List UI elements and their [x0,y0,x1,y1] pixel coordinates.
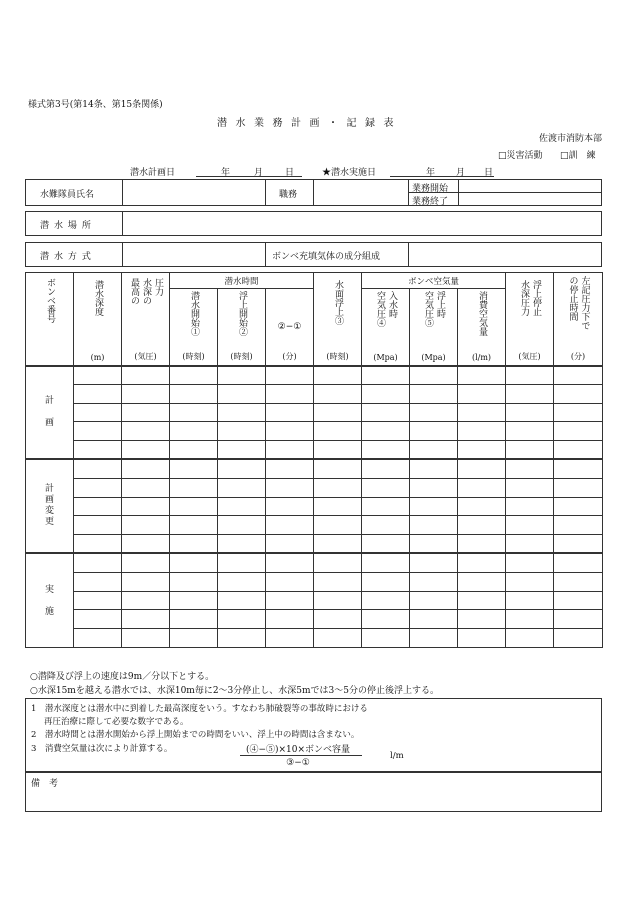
formula-numerator: (④−⑤)×10×ボンベ容量 [245,745,351,755]
table-row [26,403,603,422]
header-stop-depth: 水深圧力 浮上停止 (気圧) [506,273,554,366]
plan-year: 年 [221,168,231,178]
dive-place-field[interactable] [123,212,601,235]
table-row [26,422,603,441]
table-row [26,478,603,497]
job-title-label: 職務 [279,190,298,200]
remark-item-3: 3 消費空気量は次により計算する。 [31,744,173,754]
table-row [26,441,603,460]
plan-day: 日 [285,168,295,178]
impl-date-label: ★潜水実施日 [322,168,377,178]
header-entry-pressure: 空気圧④ 入水時 (Mpa) [362,289,410,366]
formula-unit: l/m [390,751,404,761]
impl-day: 日 [484,168,494,178]
formula-denominator: ③−① [286,758,310,768]
header-dive-time: 潜水時間 [170,273,314,289]
checkbox-disaster[interactable]: □災害活動 [498,151,543,161]
header-diff: ②−① (分) [266,289,314,366]
section-plan-change-label: 計 画 変 更 [26,459,74,553]
header-ascent-start: 浮上開始② (時刻) [218,289,266,366]
header-consumed: 消費空気量 (l/m) [458,289,506,366]
table-row [26,497,603,516]
diver-name-field[interactable] [122,180,264,205]
department: 佐渡市消防本部 [538,134,602,144]
remark-item-1: 1 潜水深度とは潜水中に到着した最高深度をいう。すなわち肺破裂等の事故時における [31,704,368,714]
remark-item-2: 2 潜水時間とは潜水開始から浮上開始までの時間をいい、浮上中の時間は含まない。 [31,730,360,740]
table-row [26,535,603,554]
gas-composition-label: ボンベ充填気体の成分組成 [272,252,381,262]
impl-month: 月 [456,168,466,178]
table-row [26,629,603,648]
dive-place-label: 潜水場所 [40,221,96,231]
biko-label: 備 考 [31,779,59,789]
header-depth: 潜水深度 (m) [74,273,122,366]
table-row [26,591,603,610]
header-cylinder-air: ボンベ空気量 [362,273,506,289]
work-start-label: 業務開始 [412,184,449,194]
header-cylinder-no: ボンベ番号 [26,273,74,366]
remark-item-1-cont: 再圧治療に際して必要な数字である。 [44,717,189,727]
form-number: 様式第3号(第14条、第15条関係) [28,100,163,110]
note-depth-stop: ○水深15mを越える潜水では、水深10m毎に2〜3分停止し、水深5mでは3〜5分の停止後浮上する。 [30,686,439,696]
table-row [26,384,603,403]
section-implementation-label: 実 施 [26,553,74,647]
dive-record-table [25,272,603,648]
page-title: 潜水業務計画・記録表 [217,118,402,129]
gas-composition-field[interactable] [409,243,601,266]
work-start-field[interactable] [459,180,601,192]
impl-year: 年 [426,168,436,178]
header-max-pressure: 最高の 水深の 圧力 (気圧) [122,273,170,366]
section-plan-label: 計 画 [26,366,74,460]
table-row [26,516,603,535]
job-title-field[interactable] [314,180,407,205]
biko-field[interactable] [26,789,601,811]
plan-month: 月 [254,168,264,178]
dive-method-label: 潜水方式 [40,252,96,262]
work-end-field[interactable] [459,193,601,205]
header-ascent-pressure: 空気圧⑤ 浮上時 (Mpa) [410,289,458,366]
header-stop-time: の停止時間 左記圧力下で (分) [554,273,603,366]
header-surface: 水面浮上③ (時刻) [314,273,362,366]
dive-method-field[interactable] [123,243,264,266]
plan-date-label: 潜水計画日 [130,168,176,178]
table-row [26,572,603,591]
note-speed: ○潜降及び浮上の速度は9m／分以下とする。 [30,672,215,682]
table-row [26,610,603,629]
work-end-label: 業務終了 [412,197,449,207]
checkbox-training[interactable]: □訓 練 [560,151,596,161]
header-dive-start: 潜水開始① (時刻) [170,289,218,366]
diver-name-label: 水難隊員氏名 [40,190,95,200]
